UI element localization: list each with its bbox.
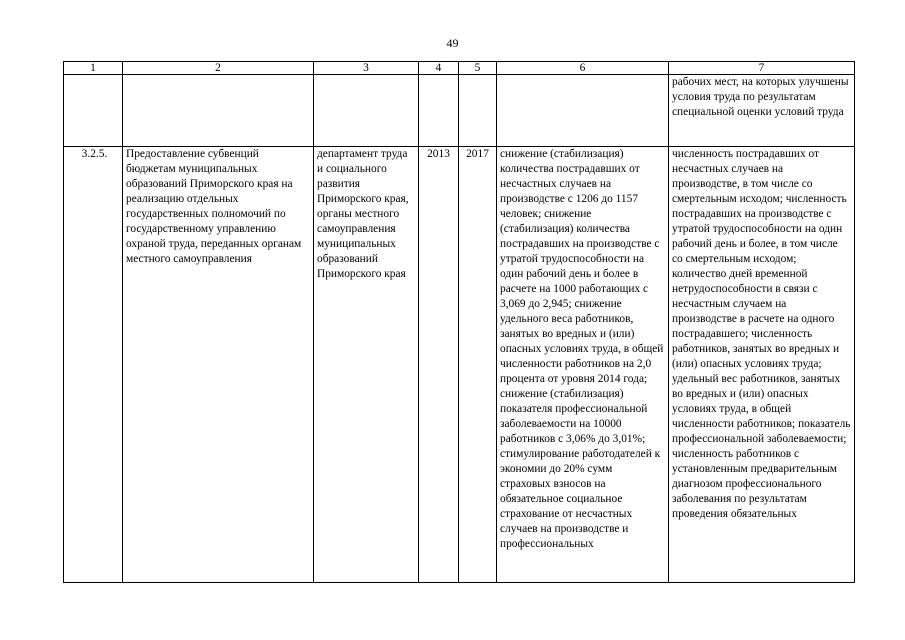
empty-cell	[419, 75, 459, 147]
empty-cell	[64, 75, 123, 147]
header-cell: 1	[64, 62, 123, 75]
expected-result-cell	[497, 147, 669, 583]
empty-cell	[459, 75, 497, 147]
end-year-cell	[459, 147, 497, 583]
start-year-cell	[419, 147, 459, 583]
empty-cell	[497, 75, 669, 147]
measures-table	[63, 61, 855, 583]
measure-cell	[123, 147, 314, 583]
executor-cell	[314, 147, 419, 583]
header-cell: 2	[123, 62, 314, 75]
executor-text: департамент труда и социального развития Приморского края, органы местного самоуправления муниципальных образований Приморского края	[317, 148, 409, 280]
end-year: 2017	[466, 148, 489, 160]
item-number-cell	[64, 147, 123, 583]
indicator-cell	[669, 75, 855, 147]
empty-cell	[314, 75, 419, 147]
page-number: 49	[446, 36, 459, 50]
header-cell: 6	[497, 62, 669, 75]
expected-result-text: снижение (стабилизация) количества пострадавших от несчастных случаев на производстве с 1206 до 1157 человек; снижение (стабилизация) количества пострадавших на производстве с утратой трудоспособности на один рабочий день и более в расчете на 1000 работающих с 3,069 до 2,945; снижение удельного веса работников, занятых во вредных и (или) опасных условиях труда, в общей численности работников на 2,0 процента от уровня 2014 года; снижение (стабилизация) показателя профессиональной заболеваемости на 10000 работников с 3,06% до 3,01%; стимулирование работодателей к экономии до 20% сумм страховых взносов на обязательное социальное страхование от несчастных случаев на производстве и профессиональных	[500, 148, 664, 550]
empty-cell	[123, 75, 314, 147]
header-cell: 7	[669, 62, 855, 75]
indicator-text: численность пострадавших от несчастных случаев на производстве, в том числе со смертельным исходом; численность пострадавших на производстве с утратой трудоспособности на один рабочий день и более, в том числе со смертельным исходом; количество дней временной нетрудоспособности в связи с несчастным случаем на производстве в расчете на одного пострадавшего; численность работников, занятых во вредных и (или) опасных условиях труда; удельный вес работников, занятых во вредных и (или) опасных условиях труда, в общей численности работников; показатель профессиональной заболеваемости; численность работников с установленным предварительным диагнозом профессионального заболевания по результатам проведения обязательных	[672, 148, 851, 520]
header-cell: 3	[314, 62, 419, 75]
item-number: 3.2.5.	[81, 148, 108, 160]
start-year: 2013	[427, 148, 450, 160]
measure-text: Предоставление субвенций бюджетам муниципальных образований Приморского края на реализацию отдельных государственных полномочий по государственному управлению охраной труда, переданных органам местного самоуправления	[126, 148, 302, 265]
continuation-row	[64, 75, 855, 147]
header-cell: 4	[419, 62, 459, 75]
header-cell: 5	[459, 62, 497, 75]
indicator-text: рабочих мест, на которых улучшены условия труда по результатам специальной оценки условий труда	[672, 76, 849, 118]
indicator-cell	[669, 147, 855, 583]
table-row	[64, 147, 855, 583]
header-row	[64, 62, 855, 75]
